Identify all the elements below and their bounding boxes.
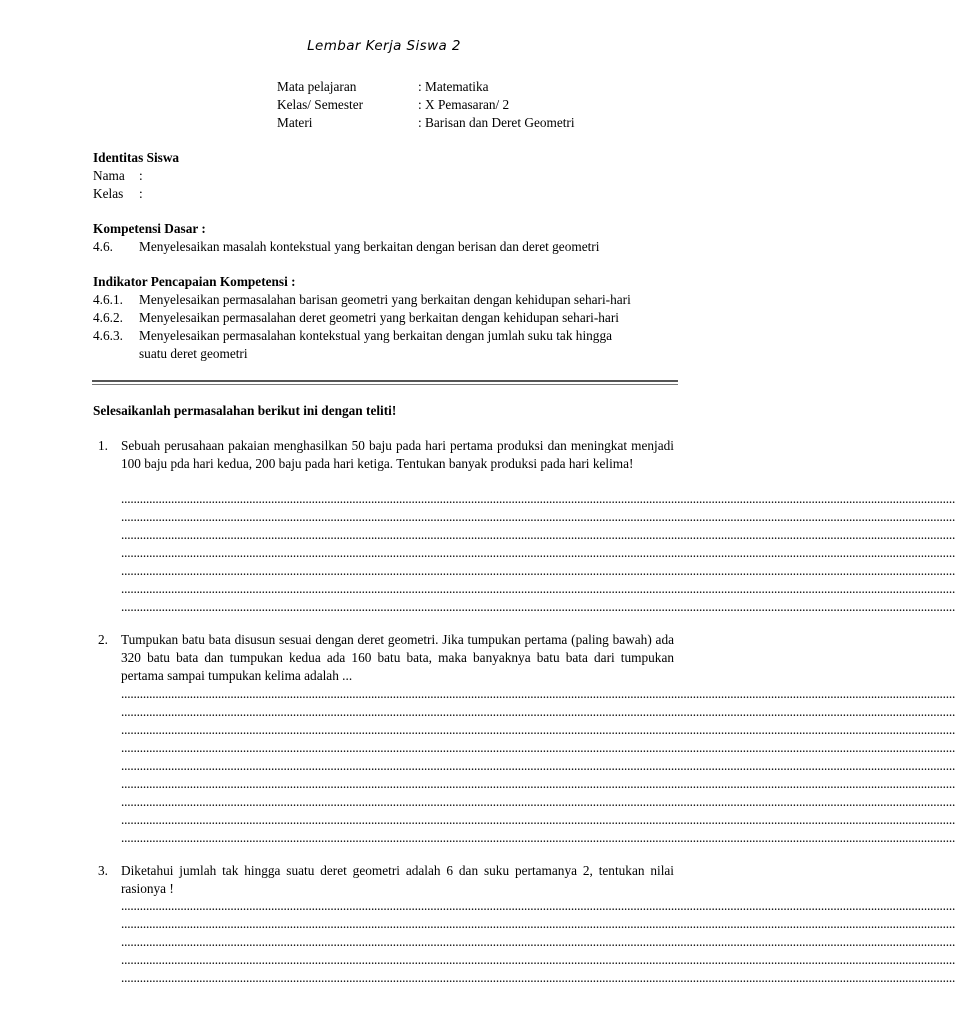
answer-line[interactable]: ........................................................................................................................................................................................................................................................................... [121, 758, 955, 773]
indikator-number: 4.6.2. [93, 310, 123, 325]
kompetensi-number: 4.6. [93, 239, 113, 254]
answer-line[interactable]: ........................................................................................................................................................................................................................................................................... [121, 545, 955, 560]
answer-line[interactable]: ........................................................................................................................................................................................................................................................................... [121, 509, 955, 524]
nama-label: Nama [93, 168, 125, 183]
section-divider-thin [92, 384, 678, 385]
question-number: 3. [98, 863, 108, 878]
answer-line[interactable]: ........................................................................................................................................................................................................................................................................... [121, 581, 955, 596]
indikator-heading: Indikator Pencapaian Kompetensi : [93, 274, 296, 289]
answer-line[interactable]: ........................................................................................................................................................................................................................................................................... [121, 952, 955, 967]
answer-line[interactable]: ........................................................................................................................................................................................................................................................................... [121, 830, 955, 845]
answer-line[interactable]: ........................................................................................................................................................................................................................................................................... [121, 970, 955, 985]
indikator-number: 4.6.3. [93, 328, 123, 343]
question-text: Diketahui jumlah tak hingga suatu deret geometri adalah 6 dan suku pertamanya 2, tentukan nilai rasionya ! [121, 863, 674, 896]
question-number: 2. [98, 632, 108, 647]
info-label-subject: Mata pelajaran [277, 79, 357, 94]
answer-line[interactable]: ........................................................................................................................................................................................................................................................................... [121, 776, 955, 791]
kompetensi-heading: Kompetensi Dasar : [93, 221, 206, 236]
answer-line[interactable]: ........................................................................................................................................................................................................................................................................... [121, 527, 955, 542]
answer-line[interactable]: ........................................................................................................................................................................................................................................................................... [121, 563, 955, 578]
answer-line[interactable]: ........................................................................................................................................................................................................................................................................... [121, 686, 955, 701]
answer-line[interactable]: ........................................................................................................................................................................................................................................................................... [121, 740, 955, 755]
indikator-text: Menyelesaikan permasalahan kontekstual yang berkaitan dengan jumlah suku tak hingga [139, 328, 613, 343]
info-label-class: Kelas/ Semester [277, 97, 364, 112]
worksheet-title: Lembar Kerja Siswa 2 [307, 38, 461, 54]
question-text: Sebuah perusahaan pakaian menghasilkan 50 baju pada hari pertama produksi dan meningkat menjadi 100 baju pda hari kedua, 200 baju pada hari ketiga. Tentukan banyak produksi pada hari kelima! [121, 438, 674, 471]
info-value-subject: : Matematika [418, 79, 489, 94]
info-value-class: : X Pemasaran/ 2 [418, 97, 510, 112]
question-text: Tumpukan batu bata disusun sesuai dengan deret geometri. Jika tumpukan pertama (paling bawah) ada 320 batu bata dan tumpukan kedua ada 160 batu bata, maka banyaknya batu bata dari tumpukan pertama sampai tumpukan kelima adalah ... [121, 632, 674, 683]
kelas-label: Kelas [93, 186, 124, 201]
answer-line[interactable]: ........................................................................................................................................................................................................................................................................... [121, 934, 955, 949]
answer-line[interactable]: ........................................................................................................................................................................................................................................................................... [121, 812, 955, 827]
info-label-material: Materi [277, 115, 313, 130]
info-value-material: : Barisan dan Deret Geometri [418, 115, 575, 130]
indikator-text: Menyelesaikan permasalahan deret geometri yang berkaitan dengan kehidupan sehari-hari [139, 310, 619, 325]
answer-line[interactable]: ........................................................................................................................................................................................................................................................................... [121, 916, 955, 931]
question-number: 1. [98, 438, 108, 453]
indikator-number: 4.6.1. [93, 292, 123, 307]
section-divider [92, 380, 678, 382]
answer-line[interactable]: ........................................................................................................................................................................................................................................................................... [121, 491, 955, 506]
nama-colon: : [139, 168, 143, 183]
indikator-text-continued: suatu deret geometri [139, 346, 248, 361]
indikator-text: Menyelesaikan permasalahan barisan geometri yang berkaitan dengan kehidupan sehari-hari [139, 292, 631, 307]
kelas-colon: : [139, 186, 143, 201]
identitas-heading: Identitas Siswa [93, 150, 180, 165]
kompetensi-text: Menyelesaikan masalah kontekstual yang berkaitan dengan berisan dan deret geometri [139, 239, 600, 254]
answer-line[interactable]: ........................................................................................................................................................................................................................................................................... [121, 898, 955, 913]
answer-line[interactable]: ........................................................................................................................................................................................................................................................................... [121, 722, 955, 737]
answer-line[interactable]: ........................................................................................................................................................................................................................................................................... [121, 599, 955, 614]
answer-line[interactable]: ........................................................................................................................................................................................................................................................................... [121, 794, 955, 809]
instruction-text: Selesaikanlah permasalahan berikut ini dengan teliti! [93, 403, 397, 418]
answer-line[interactable]: ........................................................................................................................................................................................................................................................................... [121, 704, 955, 719]
